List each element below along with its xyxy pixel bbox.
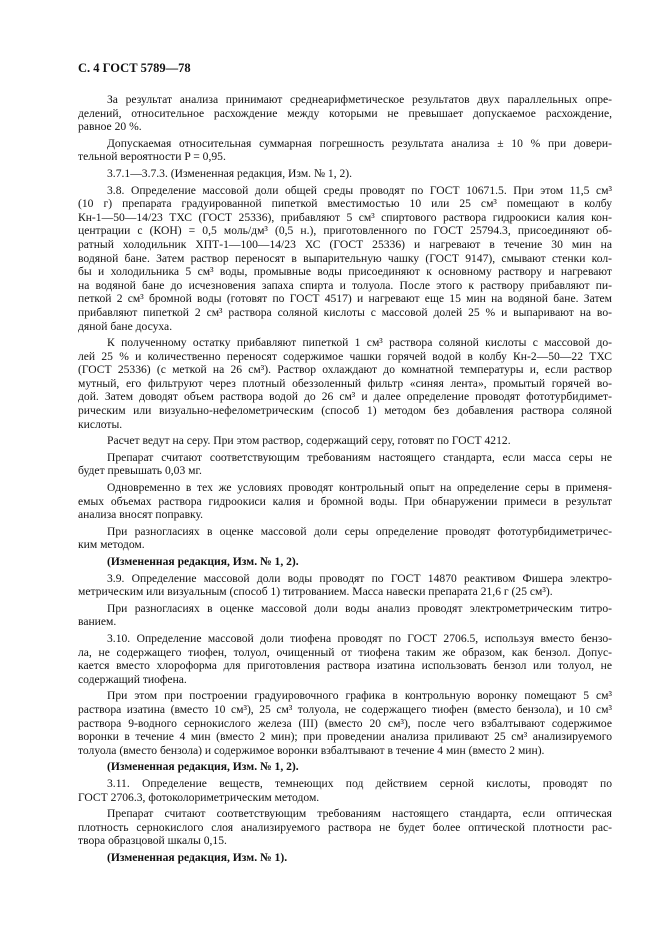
paragraph (78, 689, 612, 757)
text-line: Кн-1—50—14/23 ТХС (ГОСТ 25336), прибавляют 5 см³ спиртового раствора гидроокиси калия кон- (78, 210, 612, 224)
text-line: мутный, его фильтруют через плотный обеззоленный фильтр «синяя лента», промытый горячей во- (78, 376, 612, 390)
text-line: 3.10. Определение массовой доли тиофена проводят по ГОСТ 2706.5, используя вместо бензо- (107, 631, 612, 645)
text-line: Расчет ведут на серу. При этом раствор, содержащий серу, готовят по ГОСТ 4212. (107, 434, 511, 448)
text-line: Препарат считают соответствующим требованиям настоящего стандарта, если масса серы не (107, 450, 612, 464)
text-line: анализа вносят поправку. (78, 508, 204, 522)
text-line: дяной бане досуха. (78, 319, 173, 333)
text-line: Препарат считают соответствующим требованиям настоящего стандарта, если оптическая (107, 807, 612, 821)
text-line: раствора 9-водного сернокислого железа (III) (вместо 20 см³), после чего взбалтывают содержимое (78, 716, 612, 730)
paragraph (78, 451, 612, 478)
text-line: на водяной бане до исчезновения запаха спирта и толуола. После этого к раствору прибавляют пи- (78, 278, 612, 292)
paragraph (78, 632, 612, 686)
text-line: кается вместо хлороформа для приготовления раствора изатина использовать бензол или толуол, не (78, 659, 612, 673)
text-line: При этом при построении градуировочного графика в контрольную воронку помещают 5 см³ (107, 689, 612, 703)
text-line: твора образцовой шкалы 0,15. (78, 834, 227, 848)
paragraph (78, 93, 612, 134)
document-body (78, 93, 612, 864)
text-line: 3.9. Определение массовой доли воды проводят по ГОСТ 14870 реактивом Фишера электро- (107, 571, 612, 585)
text-line: ГОСТ 2706.3, фотоколориметрическим методом. (78, 790, 320, 804)
paragraph (78, 184, 612, 334)
text-line: бы и холодильника 5 см³ воды, промывные воды присоединяют к основному раствору и нагревают (78, 265, 612, 279)
amendment-note (78, 555, 612, 569)
text-line: При разногласиях в оценке массовой доли серы определение проводят фототурбидиметричес- (107, 524, 612, 538)
text-line: содержащий тиофена. (78, 672, 187, 686)
text-line: (Измененная редакция, Изм. № 1, 2). (107, 555, 299, 568)
text-line: равное 20 %. (78, 120, 142, 134)
text-line: ким методом. (78, 538, 145, 552)
text-line: метрическим или визуальным (способ 1) титрованием. Масса навески препарата 21,6 г (25 см³). (78, 585, 553, 599)
text-line: раствора изатина (вместо 10 см³), 25 см³ толуола, не содержащего тиофен (вместо бензола), и 10 см³ (78, 702, 612, 716)
text-line: (Измененная редакция, Изм. № 1). (107, 850, 288, 864)
text-line: кислоты. (78, 417, 123, 431)
text-line: ла, не содержащего тиофен, толуол, очищенный от тиофена таким же образом, как бензол. Допус- (78, 645, 612, 659)
text-line: воронки в течение 4 мин (вместо 2 мин); при проведении анализа приливают 25 см³ анализируемого (78, 730, 612, 744)
paragraph (78, 807, 612, 848)
text-line: (ГОСТ 25336) (с меткой на 26 см³). Раствор охлаждают до комнатной температуры и, если раствор (78, 363, 612, 377)
text-line: ратный холодильник ХПТ-1—100—14/23 ХС (ГОСТ 25336) и нагревают в течение 30 мин на (78, 237, 612, 251)
text-line: 3.11. Определение веществ, темнеющих под действием серной кислоты, проводят по (107, 776, 612, 790)
paragraph (78, 525, 612, 552)
text-line: петкой 2 см³ бромной воды (готовят по ГОСТ 4517) и нагревают еще 15 мин на водяной бане. Затем (78, 292, 612, 306)
paragraph (78, 602, 612, 629)
text-line: центрации c (КОН) = 0,5 моль/дм³ (0,5 н.), приготовленного по ГОСТ 25794.3, присоединяют об- (78, 224, 612, 238)
paragraph (78, 434, 612, 448)
amendment-note (78, 851, 612, 865)
paragraph (78, 572, 612, 599)
text-line: лей 25 % и количественно переносят содержимое чашки горячей водой в колбу Кн-2—50—22 ТХС (78, 349, 612, 363)
text-line: прибавляют пипеткой 2 см³ раствора соляной кислоты с массовой долей 25 % и выпаривают на во- (78, 305, 612, 319)
paragraph (78, 137, 612, 164)
text-line: 3.8. Определение массовой доли общей среды проводят по ГОСТ 10671.5. При этом 11,5 см³ (107, 183, 612, 197)
text-line: плотность сернокислого слоя анализируемого раствора не будет более оптической плотности рас- (78, 820, 612, 834)
text-line: емых объемах раствора гидроокиси калия и бромной воды. При обнаружении примеси в результат (78, 494, 612, 508)
text-line: будет превышать 0,03 мг. (78, 464, 202, 478)
text-line: толуола (вместо бензола) и содержимое воронки взбалтывают в течение 4 мин (вместо 2 мин). (78, 743, 545, 757)
text-line: (10 г) препарата градуированной пипеткой вместимостью 10 или 25 см³ помещают в колбу (78, 197, 612, 211)
text-line: ванием. (78, 615, 117, 629)
amendment-note (78, 760, 612, 774)
text-line: дой. Затем доводят объем раствора водой до 26 см³ и далее определение проводят фототурбидимет- (78, 390, 612, 404)
text-line: Одновременно в тех же условиях проводят контрольный опыт на определение серы в применя- (107, 481, 612, 495)
text-line: К полученному остатку прибавляют пипеткой 1 см³ раствора соляной кислоты с массовой до- (107, 336, 612, 350)
paragraph (78, 167, 612, 181)
paragraph (78, 481, 612, 522)
paragraph (78, 336, 612, 431)
text-line: делений, относительное расхождение между которыми не превышает допускаемое расхождение, (78, 106, 612, 120)
text-line: тельной вероятности P = 0,95. (78, 150, 226, 164)
text-line: 3.7.1—3.7.3. (Измененная редакция, Изм. № 1, 2). (107, 166, 353, 180)
text-line: При разногласиях в оценке массовой доли воды анализ проводят электрометрическим титро- (107, 601, 612, 615)
text-line: Допускаемая относительная суммарная погрешность результата анализа ± 10 % при довери- (107, 136, 612, 150)
text-line: водяной бане. Затем раствор переносят в выпарительную чашку (ГОСТ 9147), смывают стенки кол- (78, 251, 612, 265)
paragraph (78, 777, 612, 804)
page-header: С. 4 ГОСТ 5789—78 (78, 61, 191, 75)
text-line: (Измененная редакция, Изм. № 1, 2). (107, 760, 299, 774)
text-line: За результат анализа принимают среднеарифметическое результатов двух параллельных опре- (107, 93, 612, 106)
text-line: рическим или визуально-нефелометрическим (способ 1) методом без добавления раствора соляной (78, 404, 612, 418)
